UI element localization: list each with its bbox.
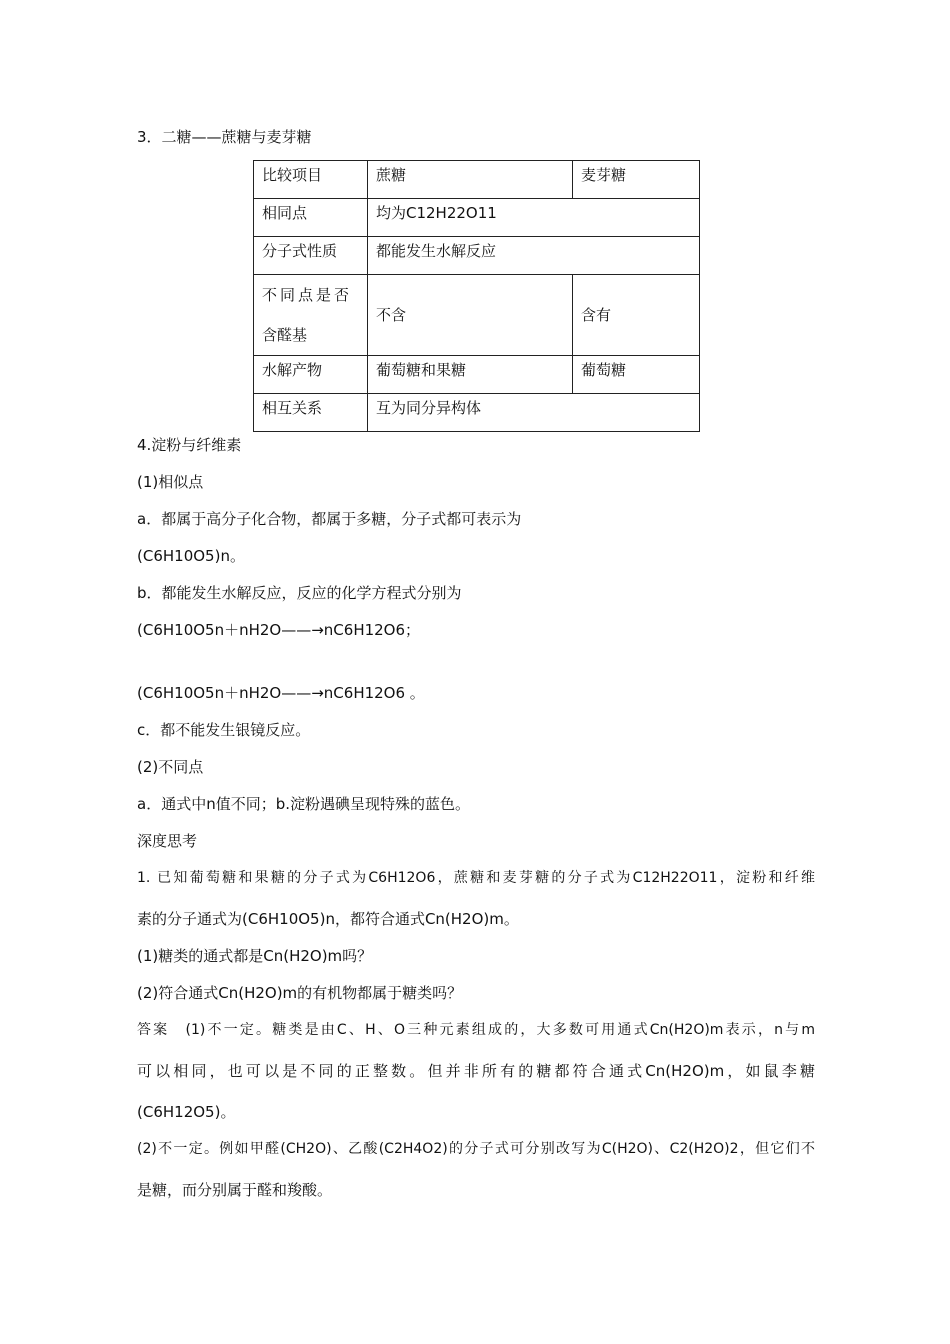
table-cell: 葡萄糖和果糖 xyxy=(368,356,573,394)
section3-heading: 3．二糖——蔗糖与麦芽糖 xyxy=(137,128,312,146)
table-cell: 互为同分异构体 xyxy=(368,394,700,432)
diff-line: a．通式中n值不同；b.淀粉遇碘呈现特殊的蓝色。 xyxy=(137,795,470,813)
table-cell: 麦芽糖 xyxy=(573,161,700,199)
table-cell: 水解产物 xyxy=(254,356,368,394)
table-cell: 含有 xyxy=(573,275,700,356)
point-a-line1: a．都属于高分子化合物，都属于多糖，分子式都可表示为 xyxy=(137,510,522,528)
question1-part1: (1)糖类的通式都是Cn(H2O)m吗？ xyxy=(137,947,373,965)
similar-heading: (1)相似点 xyxy=(137,473,204,491)
table-row xyxy=(254,237,700,275)
table-cell: 均为C12H22O11 xyxy=(368,199,700,237)
answer2-line2: 是糖，而分别属于醛和羧酸。 xyxy=(137,1181,333,1199)
table-cell: 蔗糖 xyxy=(368,161,573,199)
question1-part2: (2)符合通式Cn(H2O)m的有机物都属于糖类吗？ xyxy=(137,984,463,1002)
table-cell: 都能发生水解反应 xyxy=(368,237,700,275)
equation-cellulose: (C6H10O5n＋nH2O——→nC6H12O6 。 xyxy=(137,684,425,702)
table-cell: 不含 xyxy=(368,275,573,356)
table-cell: 比较项目 xyxy=(254,161,368,199)
point-b-line: b．都能发生水解反应，反应的化学方程式分别为 xyxy=(137,584,462,602)
table-cell: 相互关系 xyxy=(254,394,368,432)
comparison-table xyxy=(253,160,700,432)
answer2-line1: (2)不一定。例如甲醛(CH2O)、乙酸(C2H4O2)的分子式可分别改写为C(H2O)、C2(H2O)2，但它们不 xyxy=(137,1141,815,1157)
table-row xyxy=(254,394,700,432)
answer-line1: 答案 (1)不一定。糖类是由C、H、O三种元素组成的，大多数可用通式Cn(H2O)m表示，n与m xyxy=(137,1022,815,1038)
table-row xyxy=(254,199,700,237)
section4-heading: 4.淀粉与纤维素 xyxy=(137,436,242,454)
table-cell-line: 不同点是否 xyxy=(262,286,353,304)
table-cell: 葡萄糖 xyxy=(573,356,700,394)
question1-line2: 素的分子通式为(C6H10O5)n，都符合通式Cn(H2O)m。 xyxy=(137,910,519,928)
table-cell xyxy=(254,275,368,356)
table-row xyxy=(254,161,700,199)
point-a-line2: (C6H10O5)n。 xyxy=(137,547,245,565)
table-cell-line: 含醛基 xyxy=(262,326,308,344)
equation-starch: (C6H10O5n＋nH2O——→nC6H12O6； xyxy=(137,621,421,639)
diff-heading: (2)不同点 xyxy=(137,758,204,776)
question1-line1: 1. 已知葡萄糖和果糖的分子式为C6H12O6，蔗糖和麦芽糖的分子式为C12H22O11，淀粉和纤维 xyxy=(137,870,815,886)
table-row xyxy=(254,275,700,356)
point-c-line: c．都不能发生银镜反应。 xyxy=(137,721,311,739)
answer-line2: 可以相同，也可以是不同的正整数。但并非所有的糖都符合通式Cn(H2O)m，如鼠李糖 xyxy=(137,1062,815,1080)
table-row xyxy=(254,356,700,394)
deep-thinking-heading: 深度思考 xyxy=(137,832,198,850)
answer-line3: (C6H12O5)。 xyxy=(137,1103,236,1121)
table-cell: 相同点 xyxy=(254,199,368,237)
table-cell: 分子式性质 xyxy=(254,237,368,275)
